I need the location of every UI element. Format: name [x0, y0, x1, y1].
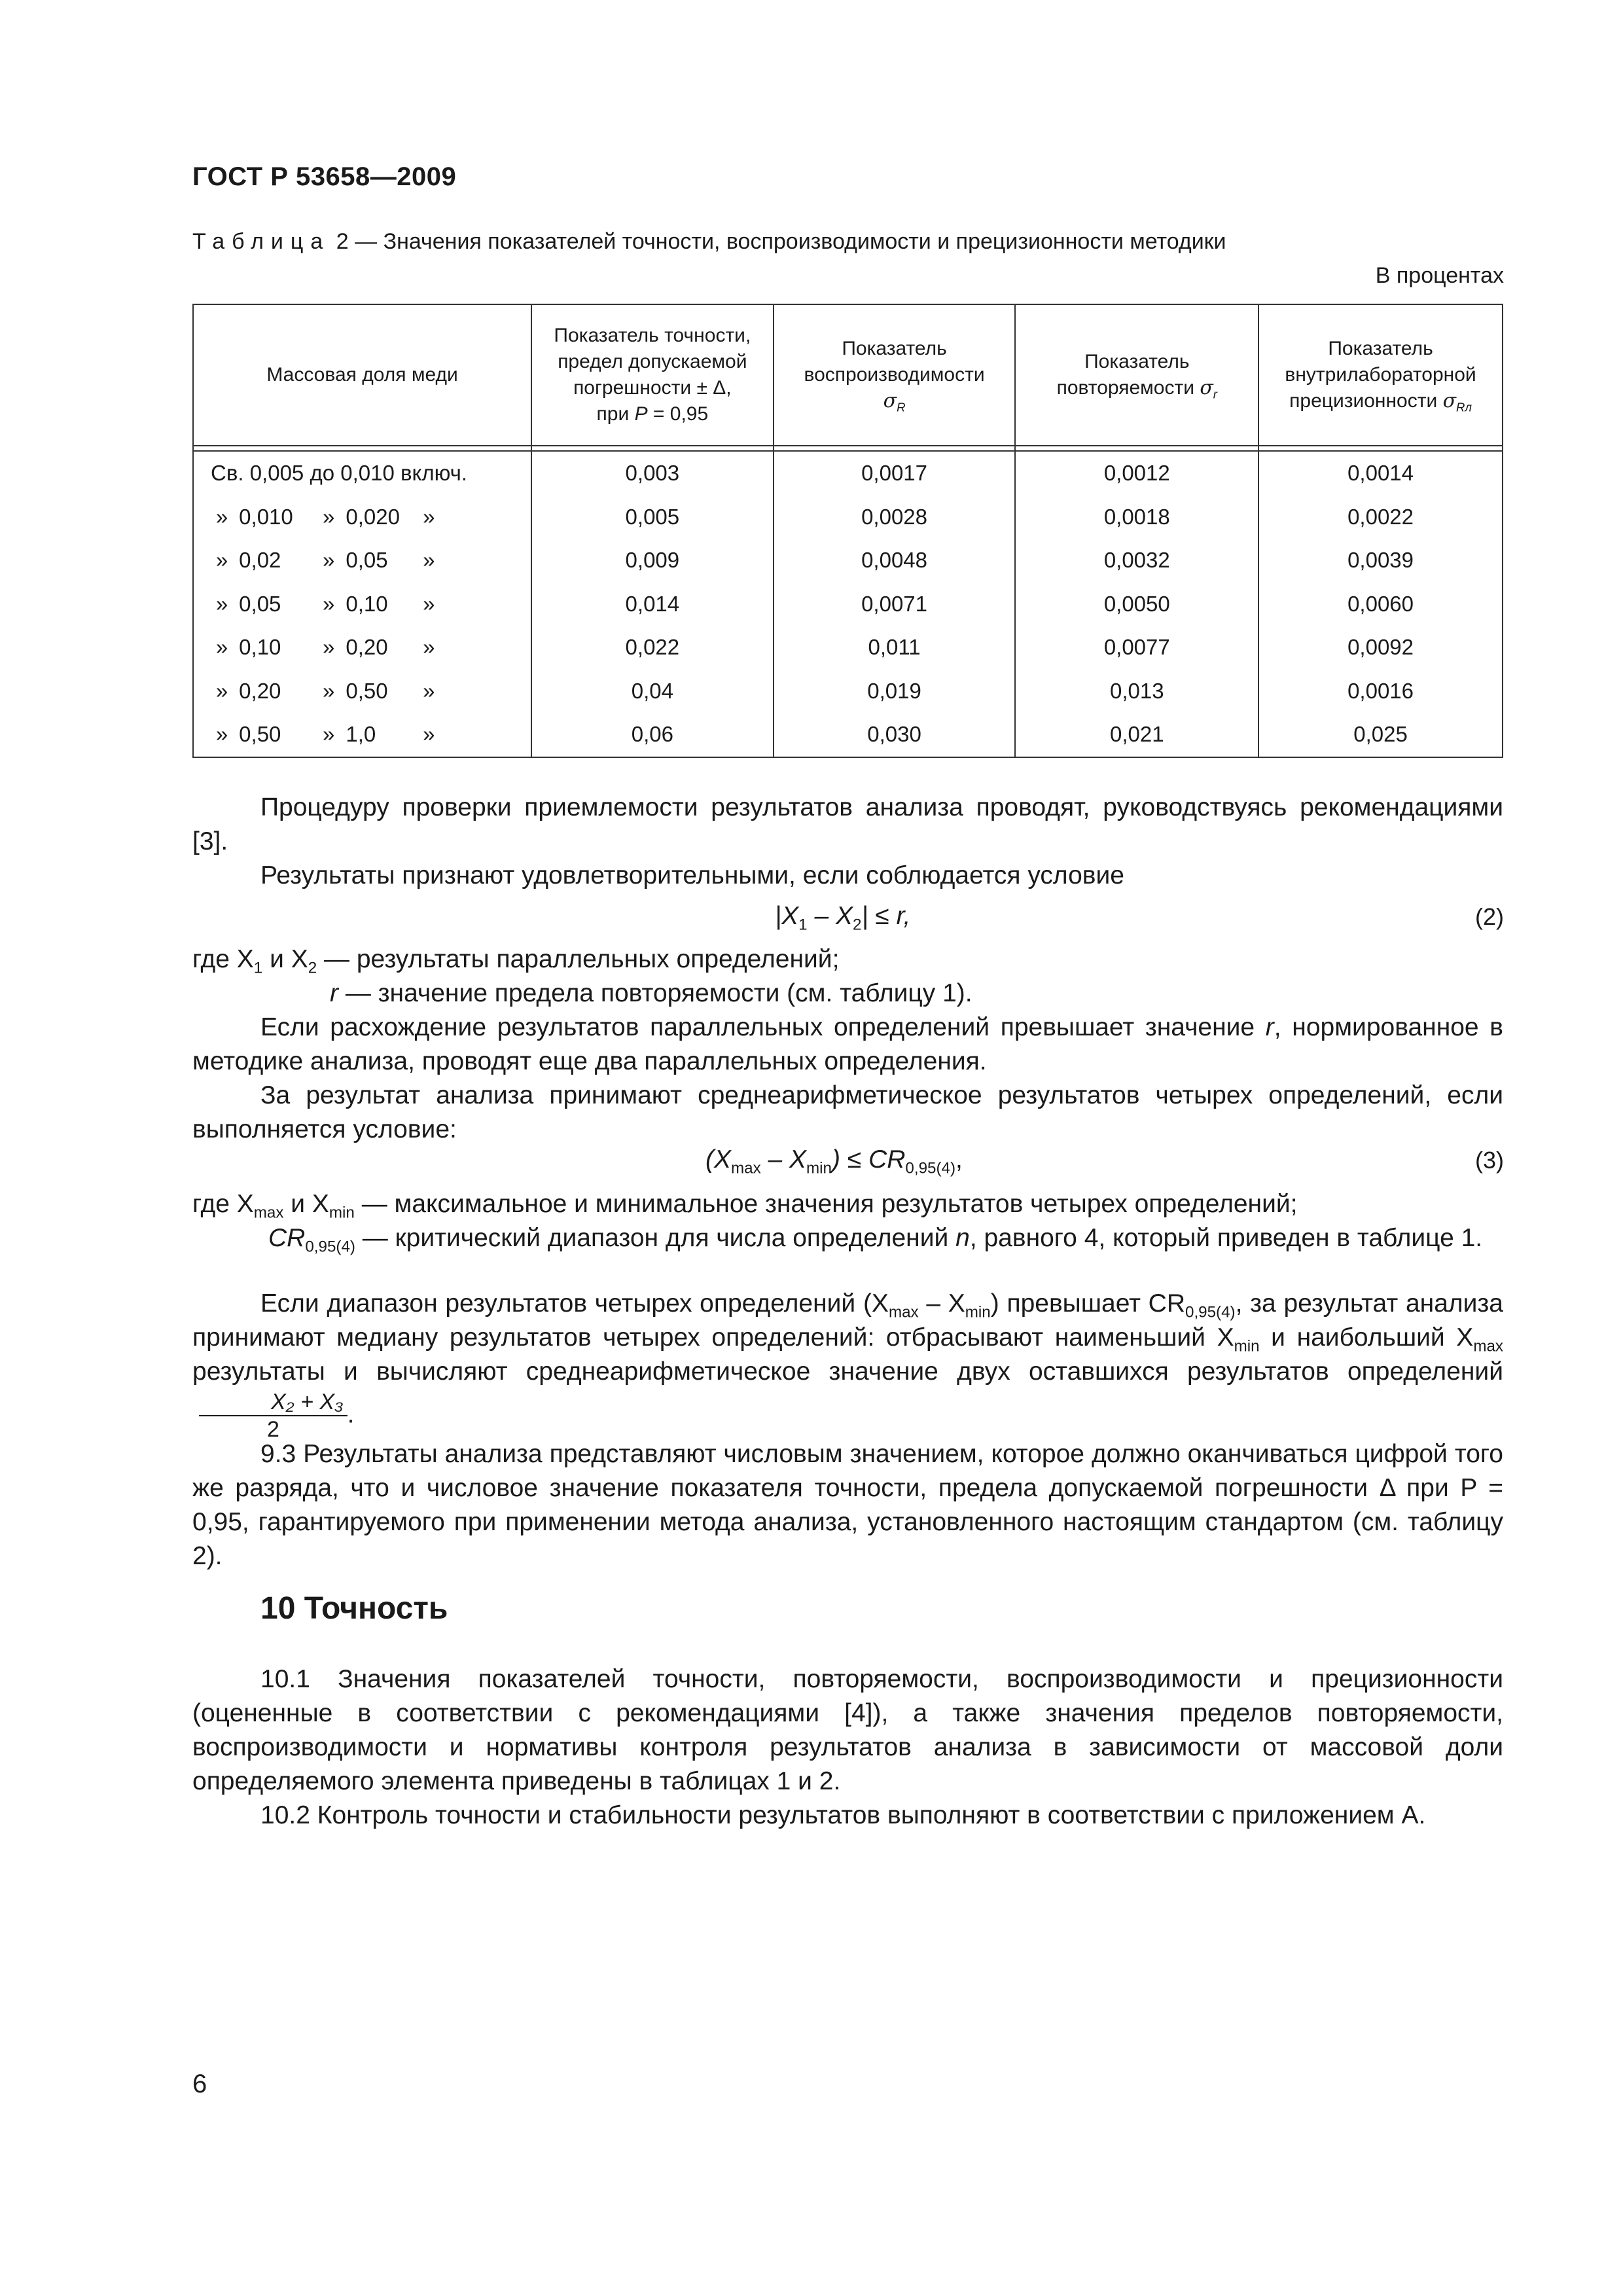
cell-reproducibility: 0,0028 [774, 495, 1016, 539]
table-row [193, 713, 1503, 757]
col-header-copper-fraction: Массовая доля меди [193, 304, 531, 446]
table-row [193, 495, 1503, 539]
paragraph-10-1: 10.1 Значения показателей точности, повторяемости, воспроизводимости и прецизионности (оцененные в соответствии с рекомендациями [4]), а также значения пределов повторяемости, воспроизводимости и нормативы контроля результатов анализа в зависимости от массовой доли определяемого элемента приведены в таблицах 1 и 2. [192, 1665, 1503, 1795]
cell-repeatability: 0,013 [1015, 670, 1258, 713]
cell-range: » 0,10 » 0,20 » [193, 626, 531, 670]
cell-intralab-precision: 0,0039 [1258, 539, 1503, 583]
col-header-accuracy: Показатель точности, предел допускаемой погрешности ± Δ, при P = 0,95 [531, 304, 774, 446]
formula-2-number: (2) [1475, 903, 1504, 930]
cell-intralab-precision: 0,0014 [1258, 451, 1503, 495]
formula-3-number: (3) [1475, 1147, 1504, 1174]
cell-intralab-precision: 0,0092 [1258, 626, 1503, 670]
paragraph-divergence: Если расхождение результатов параллельных определений превышает значение r, нормированное в методике анализа, проводят еще два параллельных определения. [192, 1013, 1504, 1075]
cell-intralab-precision: 0,0060 [1258, 583, 1503, 626]
paragraph-mean-condition: За результат анализа принимают среднеарифметическое результатов четырех определений, если выполняется условие: [192, 1081, 1503, 1143]
cell-accuracy: 0,005 [531, 495, 774, 539]
fraction-x2-x3: $\frac{\text{X₂ + X₃}}{2}$ [199, 1389, 348, 1443]
cell-reproducibility: 0,0048 [774, 539, 1016, 583]
cell-accuracy: 0,06 [531, 713, 774, 757]
cell-intralab-precision: 0,0022 [1258, 495, 1503, 539]
cell-repeatability: 0,0032 [1015, 539, 1258, 583]
table-caption-word: Таблица [192, 229, 330, 254]
cell-accuracy: 0,022 [531, 626, 774, 670]
cell-reproducibility: 0,011 [774, 626, 1016, 670]
paragraph-procedure: Процедуру проверки приемлемости результатов анализа проводят, руководствуясь рекомендациями [3]. [192, 793, 1503, 855]
cell-intralab-precision: 0,0016 [1258, 670, 1503, 713]
cell-reproducibility: 0,0071 [774, 583, 1016, 626]
cell-range: » 0,50 » 1,0 » [193, 713, 531, 757]
cell-reproducibility: 0,0017 [774, 451, 1016, 495]
cell-range: » 0,02 » 0,05 » [193, 539, 531, 583]
section-heading-accuracy: 10 Точность [260, 1591, 448, 1626]
where-line-r: r — значение предела повторяемости (см. таблицу 1). [330, 979, 972, 1007]
col-header-repeatability: Показатель повторяемости $\sigma_r$ [1015, 304, 1258, 446]
cell-accuracy: 0,014 [531, 583, 774, 626]
cell-repeatability: 0,0012 [1015, 451, 1258, 495]
table-units: В процентах [1375, 263, 1504, 288]
cell-repeatability: 0,0018 [1015, 495, 1258, 539]
paragraph-results-condition: Результаты признают удовлетворительными, если соблюдается условие [260, 861, 1124, 889]
cell-accuracy: 0,04 [531, 670, 774, 713]
where-line-x1x2: где $X_1$ и $X_2$ — результаты параллельных определений; [192, 945, 840, 977]
table-row [193, 583, 1503, 626]
cell-range: » 0,05 » 0,10 » [193, 583, 531, 626]
paragraph-9-3: 9.3 Результаты анализа представляют числовым значением, которое должно оканчиваться цифрой того же разряда, что и числовое значение показателя точности, предела допускаемой погрешности Δ при P = 0,95, гарантируемого при применении метода анализа, установленного настоящим стандартом (см. таблицу 2). [192, 1440, 1503, 1570]
precision-table [192, 304, 1503, 758]
document-header: ГОСТ Р 53658—2009 [192, 162, 457, 191]
where-line-cr: $CR_{0,95(4)}$ — критический диапазон для числа определений n, равного 4, который приведен в таблице 1. [268, 1224, 1483, 1256]
cell-range: » 0,20 » 0,50 » [193, 670, 531, 713]
paragraph-10-2: 10.2 Контроль точности и стабильности результатов выполняют в соответствии с приложением А. [260, 1801, 1426, 1829]
cell-reproducibility: 0,030 [774, 713, 1016, 757]
cell-repeatability: 0,021 [1015, 713, 1258, 757]
cell-intralab-precision: 0,025 [1258, 713, 1503, 757]
table-row [193, 539, 1503, 583]
page-number: 6 [192, 2070, 207, 2098]
col-header-reproducibility: Показатель воспроизводимости $\sigma_R$ [774, 304, 1016, 446]
cell-accuracy: 0,009 [531, 539, 774, 583]
table-row [193, 451, 1503, 495]
table-caption-text: 2 — Значения показателей точности, воспроизводимости и прецизионности методики [336, 229, 1226, 254]
table-caption [192, 229, 1226, 255]
cell-repeatability: 0,0050 [1015, 583, 1258, 626]
cell-accuracy: 0,003 [531, 451, 774, 495]
cell-reproducibility: 0,019 [774, 670, 1016, 713]
cell-repeatability: 0,0077 [1015, 626, 1258, 670]
cell-range: Св. 0,005 до 0,010 включ. [193, 451, 531, 495]
table-row [193, 626, 1503, 670]
where-line-xmax-xmin: где $X_{max}$ и $X_{min}$ — максимальное и минимальное значения результатов четырех определений; [192, 1190, 1298, 1222]
paragraph-median: Если диапазон результатов четырех определений $(X_{max} - X_{min})$ превышает $CR_{0,95(4)}$, за результат анализа принимают медиану результатов четырех определений: отбрасывают наименьший $X_{min}$ и наибольший $X_{max}$ результаты и вычисляют среднеарифметическое значение двух оставшихся результатов определений $\frac{\text{X₂ + X₃}}{2}$ . [192, 1289, 1503, 1442]
formula-2: $|X_1 - X_2| \le r$, [775, 902, 911, 934]
formula-3: $(X_{max} - X_{min}) \le CR_{0,95(4)}$, [705, 1145, 963, 1177]
cell-range: » 0,010 » 0,020 » [193, 495, 531, 539]
col-header-intralab-precision: Показатель внутрилабораторной прецизионности $\sigma_{Rл}$ [1258, 304, 1503, 446]
table-row [193, 670, 1503, 713]
